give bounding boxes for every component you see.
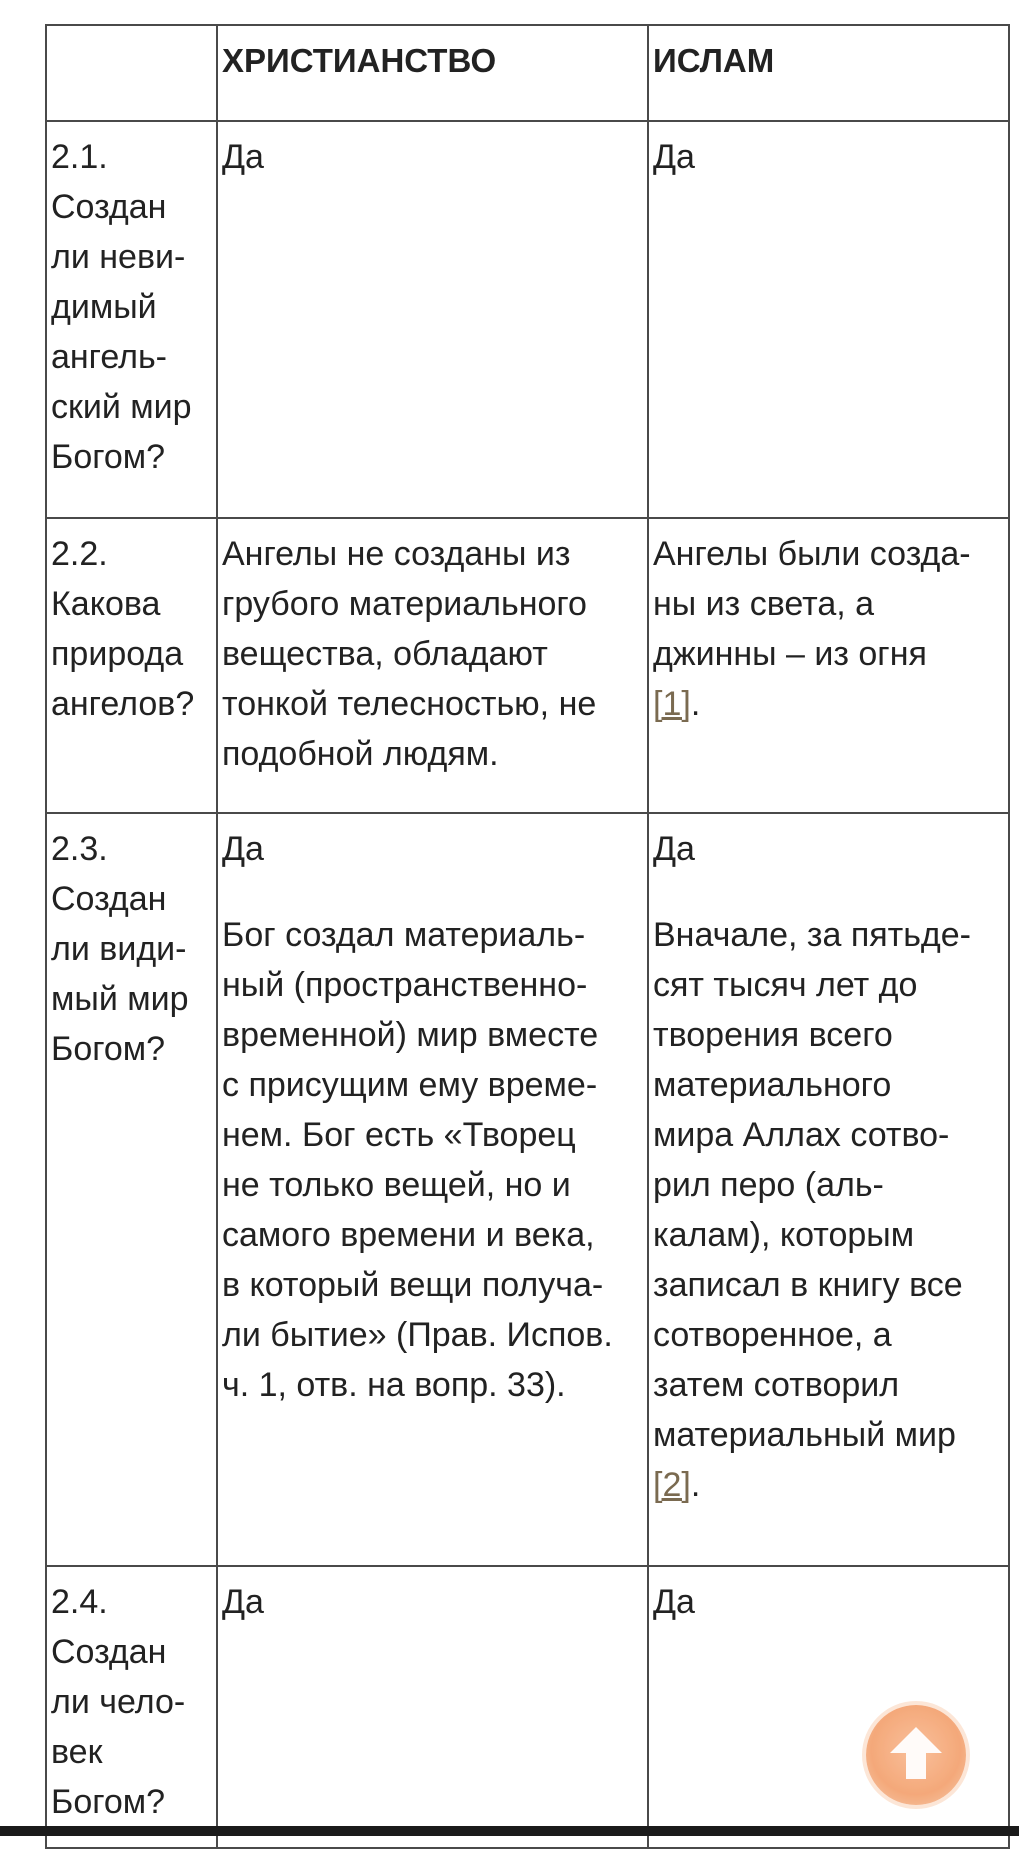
answer-line: в который вещи получа- — [222, 1266, 604, 1304]
comparison-table — [45, 24, 1010, 1849]
table-row — [46, 121, 1009, 518]
question-line: Создан — [51, 1633, 167, 1671]
question-line: димый — [51, 288, 157, 326]
question-line: Создан — [51, 188, 167, 226]
question-line: мый мир — [51, 980, 189, 1018]
answer-line: ны из света, а — [653, 585, 875, 623]
table-row — [46, 813, 1009, 1566]
answer-line: калам), которым — [653, 1216, 915, 1254]
answer-line: ч. 1, отв. на вопр. 33). — [222, 1366, 566, 1404]
arrow-up-icon — [888, 1723, 944, 1783]
answer-line: мира Аллах сотво- — [653, 1116, 950, 1154]
answer-line: Да — [653, 1583, 695, 1621]
answer-line: Ангелы не созданы из — [222, 535, 571, 573]
footnote-link-1[interactable]: [1] — [653, 685, 691, 723]
christianity-answer-cell — [217, 121, 648, 518]
question-line: ли види- — [51, 930, 187, 968]
paragraph-gap — [222, 874, 643, 910]
christianity-answer-cell — [217, 1566, 648, 1848]
answer-line: грубого материального — [222, 585, 587, 623]
answer-line: ный (пространственно- — [222, 966, 588, 1004]
islam-answer-cell — [648, 518, 1009, 813]
question-line: ли неви- — [51, 238, 186, 276]
answer-line: ли бытие» (Прав. Испов. — [222, 1316, 613, 1354]
question-line: ангелов? — [51, 685, 195, 723]
scroll-to-top-button[interactable] — [866, 1705, 966, 1805]
answer-line: с присущим ему време- — [222, 1066, 598, 1104]
footnote-link-2[interactable]: [2] — [653, 1466, 691, 1504]
paragraph-gap — [653, 874, 1004, 910]
answer-line: самого времени и века, — [222, 1216, 595, 1254]
question-line: ли чело- — [51, 1683, 186, 1721]
answer-line: джинны – из огня — [653, 635, 927, 673]
question-line: 2.3. — [51, 830, 108, 868]
answer-line: не только вещей, но и — [222, 1166, 571, 1204]
answer-line: тонкой телесностью, не — [222, 685, 597, 723]
answer-line: Да — [653, 138, 695, 176]
table-row — [46, 518, 1009, 813]
answer-short: Да — [653, 830, 695, 868]
question-line: природа — [51, 635, 184, 673]
islam-answer-cell — [648, 1566, 1009, 1848]
answer-line-with-ref — [653, 679, 1004, 729]
answer-line: записал в книгу все — [653, 1266, 963, 1304]
answer-line: материального — [653, 1066, 892, 1104]
question-cell — [46, 121, 217, 518]
question-line: ский мир — [51, 388, 192, 426]
answer-line: вещества, обладают — [222, 635, 548, 673]
question-line: Создан — [51, 880, 167, 918]
table-row — [46, 1566, 1009, 1848]
christianity-answer-cell — [217, 518, 648, 813]
answer-line: Да — [222, 138, 264, 176]
answer-line: Ангелы были созда- — [653, 535, 971, 573]
ref-tail: . — [690, 685, 701, 723]
question-cell — [46, 813, 217, 1566]
header-cell-christianity: ХРИСТИАНСТВО — [217, 25, 648, 121]
answer-line: материальный мир — [653, 1416, 956, 1454]
question-line: Богом? — [51, 1030, 166, 1068]
answer-line: рил перо (аль- — [653, 1166, 884, 1204]
question-line: век — [51, 1733, 103, 1771]
question-cell — [46, 1566, 217, 1848]
question-line: 2.1. — [51, 138, 108, 176]
answer-line: творения всего — [653, 1016, 893, 1054]
question-line: Богом? — [51, 1783, 166, 1821]
answer-line: подобной людям. — [222, 735, 499, 773]
bottom-edge-bar — [0, 1826, 1019, 1836]
question-line: ангель- — [51, 338, 167, 376]
answer-line: сотворенное, а — [653, 1316, 892, 1354]
answer-line: Вначале, за пятьде- — [653, 916, 972, 954]
ref-tail: . — [690, 1466, 701, 1504]
question-line: Богом? — [51, 438, 166, 476]
answer-line: сят тысяч лет до — [653, 966, 918, 1004]
header-cell-islam: ИСЛАМ — [648, 25, 1009, 121]
answer-line: нем. Бог есть «Творец — [222, 1116, 576, 1154]
question-line: Какова — [51, 585, 161, 623]
answer-line: Да — [222, 1583, 264, 1621]
answer-line: временной) мир вместе — [222, 1016, 599, 1054]
table-header-row — [46, 25, 1009, 121]
header-cell-empty — [46, 25, 217, 121]
question-cell — [46, 518, 217, 813]
islam-answer-cell — [648, 121, 1009, 518]
answer-line: Бог создал материаль- — [222, 916, 586, 954]
answer-line: затем сотворил — [653, 1366, 900, 1404]
answer-short: Да — [222, 830, 264, 868]
christianity-answer-cell — [217, 813, 648, 1566]
islam-answer-cell — [648, 813, 1009, 1566]
question-line: 2.4. — [51, 1583, 108, 1621]
answer-line-with-ref — [653, 1460, 1004, 1510]
question-line: 2.2. — [51, 535, 108, 573]
